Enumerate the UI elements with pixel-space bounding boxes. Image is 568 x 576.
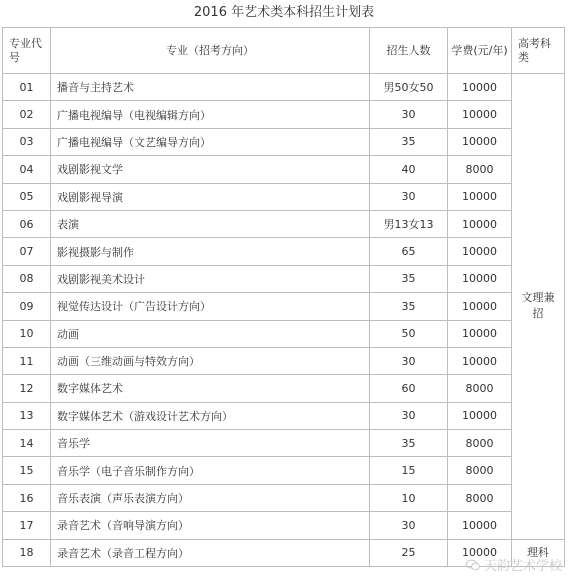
row-count: 15 [370, 457, 448, 484]
row-count: 65 [370, 238, 448, 265]
row-fee: 10000 [448, 210, 512, 237]
row-fee: 8000 [448, 375, 512, 402]
row-code: 03 [3, 128, 51, 155]
table-row [3, 156, 565, 183]
row-code: 18 [3, 539, 51, 566]
row-count: 男13女13 [370, 210, 448, 237]
row-major: 数字媒体艺术 [51, 375, 370, 402]
row-code: 04 [3, 156, 51, 183]
row-code: 11 [3, 347, 51, 374]
row-fee: 10000 [448, 128, 512, 155]
row-code: 14 [3, 430, 51, 457]
row-fee: 10000 [448, 320, 512, 347]
table-row [3, 101, 565, 128]
table-row [3, 402, 565, 429]
watermark-text: 天韵艺术学校 [483, 559, 562, 574]
table-row [3, 238, 565, 265]
header-row [3, 28, 565, 74]
row-code: 01 [3, 74, 51, 101]
row-fee: 10000 [448, 183, 512, 210]
row-fee: 8000 [448, 484, 512, 511]
row-count: 35 [370, 430, 448, 457]
header-count: 招生人数 [370, 28, 448, 74]
category-arts-science: 文理兼招 [512, 74, 565, 540]
header-fee: 学费(元/年) [448, 28, 512, 74]
row-major: 动画 [51, 320, 370, 347]
table-row [3, 128, 565, 155]
row-major: 戏剧影视导演 [51, 183, 370, 210]
table-row [3, 183, 565, 210]
table-row [3, 512, 565, 539]
row-fee: 10000 [448, 402, 512, 429]
table-row [3, 74, 565, 101]
row-code: 06 [3, 210, 51, 237]
table-row [3, 484, 565, 511]
row-fee: 10000 [448, 539, 512, 566]
row-fee: 10000 [448, 238, 512, 265]
row-count: 35 [370, 265, 448, 292]
row-major: 音乐表演（声乐表演方向） [51, 484, 370, 511]
row-count: 35 [370, 128, 448, 155]
row-code: 17 [3, 512, 51, 539]
row-major: 影视摄影与制作 [51, 238, 370, 265]
row-count: 40 [370, 156, 448, 183]
row-count: 男50女50 [370, 74, 448, 101]
row-major: 动画（三维动画与特效方向） [51, 347, 370, 374]
table-title: 2016 年艺术类本科招生计划表 [193, 5, 375, 20]
row-fee: 10000 [448, 74, 512, 101]
row-major: 广播电视编导（电视编辑方向） [51, 101, 370, 128]
row-count: 60 [370, 375, 448, 402]
row-code: 02 [3, 101, 51, 128]
row-fee: 10000 [448, 293, 512, 320]
table-row [3, 265, 565, 292]
row-code: 16 [3, 484, 51, 511]
row-count: 50 [370, 320, 448, 347]
table-row [3, 457, 565, 484]
row-major: 广播电视编导（文艺编导方向） [51, 128, 370, 155]
wechat-icon [466, 559, 480, 571]
table-row [3, 347, 565, 374]
row-major: 录音艺术（录音工程方向） [51, 539, 370, 566]
row-fee: 10000 [448, 265, 512, 292]
table-row [3, 320, 565, 347]
row-major: 数字媒体艺术（游戏设计艺术方向） [51, 402, 370, 429]
row-major: 播音与主持艺术 [51, 74, 370, 101]
row-code: 08 [3, 265, 51, 292]
row-count: 35 [370, 293, 448, 320]
row-fee: 10000 [448, 347, 512, 374]
row-fee: 8000 [448, 457, 512, 484]
row-fee: 8000 [448, 156, 512, 183]
header-code: 专业代号 [3, 28, 51, 74]
row-code: 10 [3, 320, 51, 347]
row-fee: 10000 [448, 101, 512, 128]
row-code: 12 [3, 375, 51, 402]
table-row [3, 210, 565, 237]
row-code: 15 [3, 457, 51, 484]
row-count: 30 [370, 347, 448, 374]
header-category: 高考科类 [512, 28, 565, 74]
row-code: 09 [3, 293, 51, 320]
row-major: 录音艺术（音响导演方向） [51, 512, 370, 539]
enrollment-plan-table [2, 27, 565, 567]
row-major: 音乐学（电子音乐制作方向） [51, 457, 370, 484]
header-major: 专业（招考方向） [51, 28, 370, 74]
row-count: 10 [370, 484, 448, 511]
row-count: 30 [370, 183, 448, 210]
row-major: 戏剧影视文学 [51, 156, 370, 183]
row-code: 05 [3, 183, 51, 210]
row-count: 30 [370, 402, 448, 429]
row-major: 表演 [51, 210, 370, 237]
table-row [3, 293, 565, 320]
table-row [3, 375, 565, 402]
row-fee: 8000 [448, 430, 512, 457]
row-count: 30 [370, 512, 448, 539]
row-major: 视觉传达设计（广告设计方向） [51, 293, 370, 320]
row-count: 30 [370, 101, 448, 128]
row-fee: 10000 [448, 512, 512, 539]
row-count: 25 [370, 539, 448, 566]
watermark [466, 555, 562, 574]
row-major: 戏剧影视美术设计 [51, 265, 370, 292]
row-code: 13 [3, 402, 51, 429]
category-science: 理科 [512, 539, 565, 566]
table-row [3, 430, 565, 457]
row-major: 音乐学 [51, 430, 370, 457]
row-code: 07 [3, 238, 51, 265]
